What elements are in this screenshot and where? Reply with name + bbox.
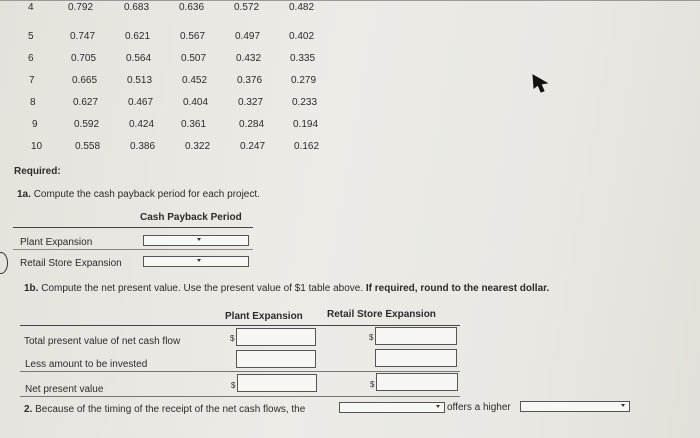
row-label-plant-expansion: Plant Expansion	[20, 237, 93, 248]
value-cell: 0.592	[74, 119, 100, 130]
chevron-down-icon	[197, 238, 201, 241]
row-divider	[13, 249, 253, 250]
period-cell: 10	[31, 141, 43, 152]
value-cell: 0.404	[183, 97, 209, 108]
question-1b-text: Compute the net present value. Use the present value of $1 table above.	[41, 283, 364, 294]
retail-total-pv-input[interactable]	[375, 327, 457, 345]
currency-symbol: $	[230, 334, 235, 343]
plant-total-pv-input[interactable]	[236, 328, 316, 346]
period-cell: 4	[28, 2, 34, 13]
table-top-border	[0, 0, 700, 1]
value-cell: 0.567	[180, 31, 206, 42]
currency-symbol: $	[370, 380, 375, 389]
value-cell: 0.452	[182, 75, 208, 86]
value-cell: 0.572	[234, 2, 260, 13]
column-header-retail: Retail Store Expansion	[327, 309, 436, 320]
value-cell: 0.432	[236, 53, 262, 64]
table-row	[18, 119, 338, 133]
cash-payback-header: Cash Payback Period	[140, 212, 242, 223]
value-cell: 0.386	[130, 141, 156, 152]
row-label-retail-store-expansion: Retail Store Expansion	[20, 258, 122, 269]
row-indicator-icon	[0, 252, 8, 274]
value-cell: 0.284	[239, 119, 265, 130]
column-header-plant: Plant Expansion	[225, 311, 303, 322]
table-row	[18, 141, 338, 155]
value-cell: 0.705	[71, 53, 97, 64]
currency-symbol: $	[369, 333, 374, 342]
question-2	[24, 404, 305, 415]
value-cell: 0.361	[181, 119, 207, 130]
question-1a	[17, 189, 260, 200]
value-cell: 0.467	[128, 97, 154, 108]
chevron-down-icon	[436, 405, 440, 408]
period-cell: 6	[28, 53, 34, 64]
payback-plant-dropdown[interactable]	[143, 235, 249, 246]
table-row	[18, 97, 338, 111]
table-row	[18, 53, 338, 67]
chevron-down-icon	[621, 404, 625, 407]
value-cell: 0.627	[73, 97, 99, 108]
payback-retail-dropdown[interactable]	[143, 256, 249, 267]
value-cell: 0.322	[185, 141, 211, 152]
table-row	[18, 75, 338, 89]
row-label-npv: Net present value	[25, 384, 104, 395]
value-cell: 0.424	[129, 119, 155, 130]
value-cell: 0.335	[290, 53, 316, 64]
retail-npv-input[interactable]	[376, 373, 458, 391]
question-1b-rounding-note: If required, round to the nearest dollar.	[365, 283, 550, 294]
question-1b-number: 1b.	[24, 283, 39, 294]
value-cell: 0.497	[235, 31, 261, 42]
required-heading: Required:	[14, 166, 61, 177]
question-2-number: 2.	[24, 404, 33, 415]
value-cell: 0.636	[179, 2, 205, 13]
question-1b	[24, 283, 549, 294]
period-cell: 7	[29, 75, 35, 86]
chevron-down-icon	[197, 259, 201, 262]
row-divider	[20, 371, 460, 372]
value-cell: 0.279	[291, 75, 317, 86]
header-underline	[13, 227, 253, 228]
value-cell: 0.194	[293, 119, 319, 130]
period-cell: 5	[28, 31, 34, 42]
value-cell: 0.402	[289, 31, 315, 42]
value-cell: 0.621	[125, 31, 151, 42]
plant-invested-input[interactable]	[236, 350, 316, 368]
value-cell: 0.665	[72, 75, 98, 86]
value-cell: 0.507	[181, 53, 207, 64]
row-label-total-pv: Total present value of net cash flow	[24, 336, 181, 347]
table-row	[18, 31, 338, 45]
plant-npv-input[interactable]	[237, 374, 317, 392]
value-cell: 0.513	[127, 75, 153, 86]
question-2-text: Because of the timing of the receipt of the net cash flows, the	[35, 404, 306, 415]
value-cell: 0.792	[68, 2, 94, 13]
currency-symbol: $	[231, 381, 236, 390]
project-select-1[interactable]	[339, 402, 445, 413]
mouse-pointer-icon	[532, 74, 548, 94]
question-1a-number: 1a.	[17, 189, 31, 200]
period-cell: 8	[30, 97, 36, 108]
question-1a-text: Compute the cash payback period for each project.	[33, 189, 260, 200]
value-cell: 0.558	[75, 141, 101, 152]
header-underline	[20, 325, 460, 326]
value-cell: 0.247	[240, 141, 266, 152]
value-cell: 0.327	[238, 97, 264, 108]
value-cell: 0.683	[124, 2, 150, 13]
value-cell: 0.233	[292, 97, 318, 108]
value-cell: 0.747	[70, 31, 96, 42]
value-cell: 0.162	[294, 141, 320, 152]
value-cell: 0.564	[126, 53, 152, 64]
retail-invested-input[interactable]	[375, 349, 457, 367]
period-cell: 9	[32, 119, 38, 130]
value-cell: 0.376	[237, 75, 263, 86]
value-cell: 0.482	[289, 2, 315, 13]
project-select-2[interactable]	[520, 401, 630, 412]
table-row	[18, 4, 338, 18]
row-label-amount-invested: Less amount to be invested	[25, 359, 148, 370]
question-2-middle-text: offers a higher	[447, 402, 511, 413]
row-divider	[20, 396, 460, 397]
